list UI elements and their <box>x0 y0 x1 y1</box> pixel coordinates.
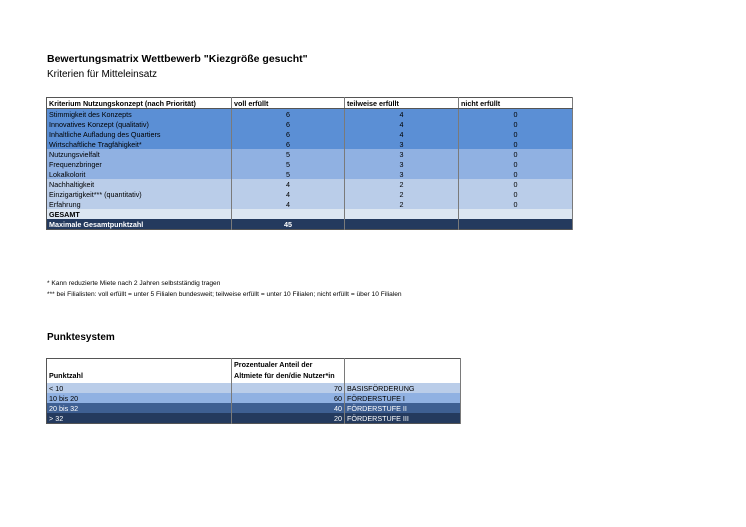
table-row <box>47 413 461 424</box>
criterion-label: Erfahrung <box>47 199 232 209</box>
score-partial: 3 <box>345 149 459 159</box>
score-partial: 4 <box>345 119 459 129</box>
footnote-branches: *** bei Filialisten: voll erfüllt = unter 5 Filialen bundesweit; teilweise erfüllt = unter 10 Filialen; nicht erfüllt = über 10 Filialen <box>47 291 402 298</box>
criterion-label: Stimmigkeit des Konzepts <box>47 109 232 120</box>
total-row <box>47 209 573 219</box>
table-row <box>47 109 573 120</box>
max-score-value: 45 <box>232 219 345 230</box>
score-none: 0 <box>459 159 573 169</box>
score-none: 0 <box>459 129 573 139</box>
points-system-table <box>46 358 461 424</box>
rent-share: 60 <box>232 393 345 403</box>
table-row <box>47 393 461 403</box>
points-system-heading: Punktesystem <box>47 332 115 343</box>
max-score-row <box>47 219 573 230</box>
criterion-label: Lokalkolorit <box>47 169 232 179</box>
rent-share: 20 <box>232 413 345 424</box>
score-full: 5 <box>232 169 345 179</box>
total-label: GESAMT <box>47 209 232 219</box>
score-none: 0 <box>459 169 573 179</box>
criterion-label: Nachhaltigkeit <box>47 179 232 189</box>
score-full: 4 <box>232 199 345 209</box>
score-partial: 3 <box>345 159 459 169</box>
header-rent-share: Prozentualer Anteil der Altmiete für den/die Nutzer*in <box>232 359 345 384</box>
rent-share: 70 <box>232 383 345 393</box>
score-full: 6 <box>232 129 345 139</box>
criterion-label: Inhaltliche Aufladung des Quartiers <box>47 129 232 139</box>
score-full: 6 <box>232 119 345 129</box>
table-row <box>47 179 573 189</box>
score-full: 6 <box>232 109 345 120</box>
document-subtitle: Kriterien für Mitteleinsatz <box>47 69 158 80</box>
rent-share: 40 <box>232 403 345 413</box>
score-full: 5 <box>232 159 345 169</box>
total-cell <box>459 209 573 219</box>
table-row <box>47 383 461 393</box>
points-range: < 10 <box>47 383 232 393</box>
criterion-label: Einzigartigkeit*** (quantitativ) <box>47 189 232 199</box>
score-none: 0 <box>459 109 573 120</box>
score-none: 0 <box>459 189 573 199</box>
max-score-cell <box>459 219 573 230</box>
header-level <box>345 359 461 384</box>
score-none: 0 <box>459 179 573 189</box>
header-none: nicht erfüllt <box>459 98 573 109</box>
total-cell <box>345 209 459 219</box>
table-row <box>47 403 461 413</box>
score-none: 0 <box>459 119 573 129</box>
header-partial: teilweise erfüllt <box>345 98 459 109</box>
score-partial: 4 <box>345 129 459 139</box>
table-row <box>47 139 573 149</box>
score-full: 4 <box>232 179 345 189</box>
points-header-row <box>47 359 461 384</box>
document-title: Bewertungsmatrix Wettbewerb "Kiezgröße gesucht" <box>47 53 308 65</box>
points-range: 10 bis 20 <box>47 393 232 403</box>
funding-level: FÖRDERSTUFE I <box>345 393 461 403</box>
header-criterion: Kriterium Nutzungskonzept (nach Priorität) <box>47 98 232 109</box>
evaluation-matrix-table <box>46 97 573 230</box>
criterion-label: Nutzungsvielfalt <box>47 149 232 159</box>
score-none: 0 <box>459 139 573 149</box>
header-full: voll erfüllt <box>232 98 345 109</box>
table-row <box>47 189 573 199</box>
funding-level: BASISFÖRDERUNG <box>345 383 461 393</box>
score-partial: 2 <box>345 189 459 199</box>
score-partial: 2 <box>345 179 459 189</box>
total-cell <box>232 209 345 219</box>
score-full: 6 <box>232 139 345 149</box>
max-score-label: Maximale Gesamtpunktzahl <box>47 219 232 230</box>
score-full: 5 <box>232 149 345 159</box>
funding-level: FÖRDERSTUFE II <box>345 403 461 413</box>
score-none: 0 <box>459 199 573 209</box>
criterion-label: Frequenzbringer <box>47 159 232 169</box>
table-row <box>47 169 573 179</box>
points-range: > 32 <box>47 413 232 424</box>
score-partial: 2 <box>345 199 459 209</box>
score-none: 0 <box>459 149 573 159</box>
score-partial: 3 <box>345 169 459 179</box>
points-range: 20 bis 32 <box>47 403 232 413</box>
table-row <box>47 129 573 139</box>
funding-level: FÖRDERSTUFE III <box>345 413 461 424</box>
score-partial: 4 <box>345 109 459 120</box>
footnote-rent: * Kann reduzierte Miete nach 2 Jahren selbstständig tragen <box>47 280 221 287</box>
criterion-label: Innovatives Konzept (qualitativ) <box>47 119 232 129</box>
score-full: 4 <box>232 189 345 199</box>
table-row <box>47 159 573 169</box>
criterion-label: Wirtschaftliche Tragfähigkeit* <box>47 139 232 149</box>
table-row <box>47 199 573 209</box>
score-partial: 3 <box>345 139 459 149</box>
matrix-header-row <box>47 98 573 109</box>
table-row <box>47 149 573 159</box>
table-row <box>47 119 573 129</box>
max-score-cell <box>345 219 459 230</box>
header-points: Punktzahl <box>47 359 232 384</box>
